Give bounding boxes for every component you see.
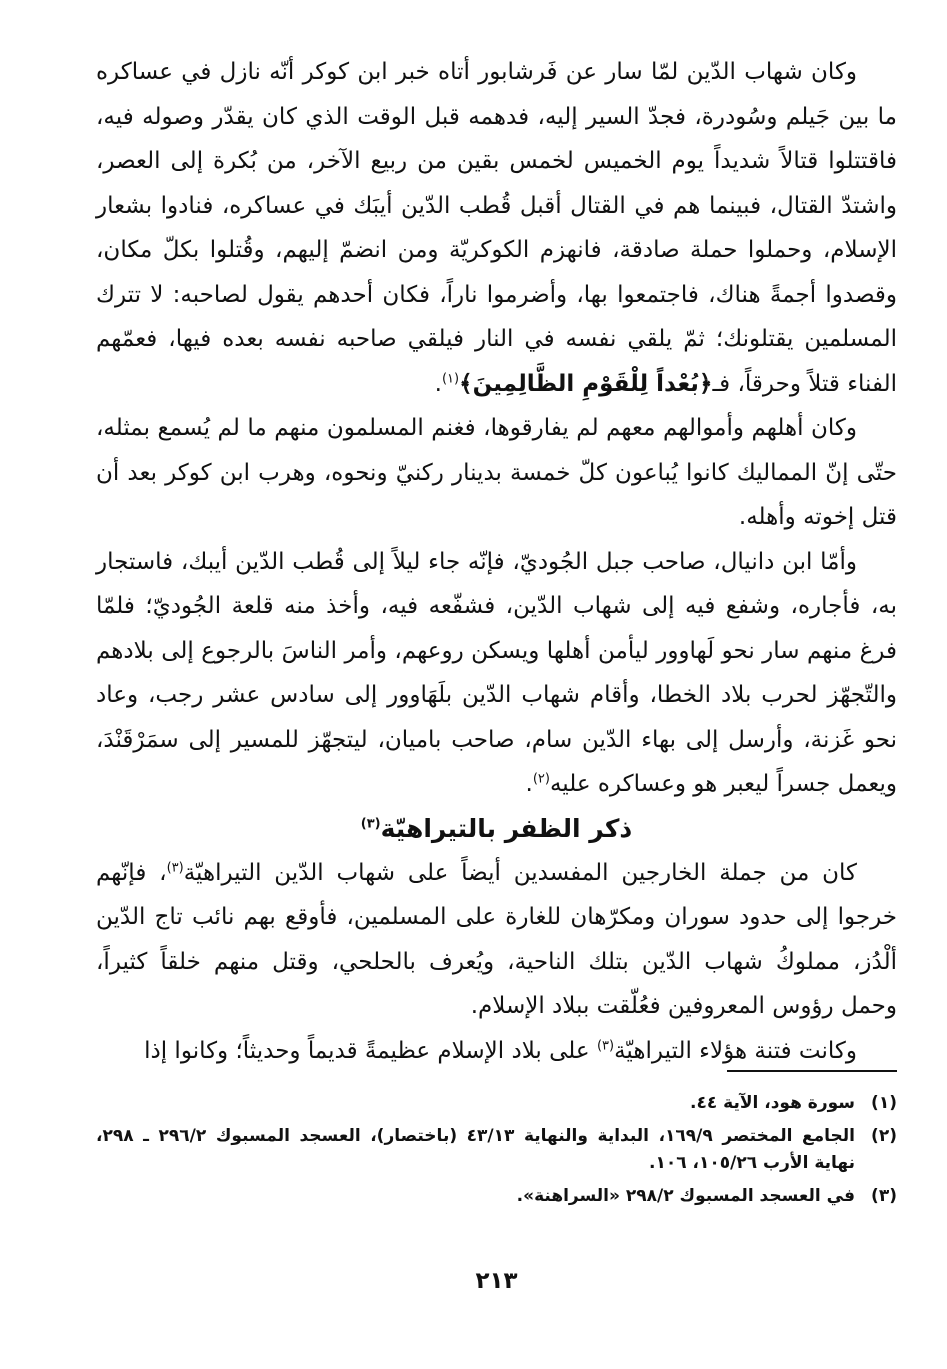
paragraph-end: . [434,370,442,397]
quran-verse: ﴿بُعْداً لِلْقَوْمِ الظَّالِمِينَ﴾ [459,370,713,397]
paragraph [96,1029,897,1074]
footnote-marker: (٢) [532,771,550,787]
paragraph-text: على بلاد الإسلام عظيمةً قديماً وحديثاً؛ وكانوا إذا [144,1037,597,1064]
footnotes [96,1090,897,1216]
footnote-number: (٢) [871,1126,897,1146]
paragraph-text: وكان أهلهم وأموالهم معهم لم يفارقوها، فغنم المسلمون منهم ما لم يُسمع بمثله، حتّى إنّ المماليك كانوا يُباعون كلّ خمسة بدينار ركنيّ ونحوه، وهرب ابن كوكر بعد أن قتل إخوته وأهله. [96,415,897,530]
footnote-text: في العسجد المسبوك ٢٩٨/٢ «السراهنة». [516,1186,855,1206]
footnote [96,1090,897,1117]
footnote-divider [727,1070,897,1072]
footnote-text: سورة هود، الآية ٤٤. [690,1093,855,1113]
paragraph-text: وأمّا ابن دانيال، صاحب جبل الجُوديّ، فإنّه جاء ليلاً إلى قُطب الدّين أيبك، فاستجار به، فأجاره، وشفع فيه إلى شهاب الدّين، فشفّعه فيه، وأخذ منه قلعة الجُوديّ؛ فلمّا فرغ منهم سار نحو لَهاوور ليأمن أهلها ويسكن روعهم، وأمر الناسَ بالرجوع إلى بلادهم والتّجهّز لحرب بلاد الخطا، وأقام شهاب الدّين بلَهَاوور إلى سادس عشر رجب، وعاد نحو غَزنة، وأرسل إلى بهاء الدّين سام، صاحب باميان، ليتجهّز للمسير إلى سمَرْقَنْدَ، ويعمل جسراً ليعبر هو وعساكره عليه [96,548,897,797]
page-number: ٢١٣ [475,1268,518,1294]
footnote-number: (١) [871,1093,897,1113]
paragraph [96,540,897,807]
section-heading [96,809,897,849]
footnote-marker: (٣) [166,859,184,875]
main-text [96,50,897,1073]
footnote-text: الجامع المختصر ١٦٩/٩، البداية والنهاية ٤٣/١٣ (باختصار)، العسجد المسبوك ٢٩٦/٢ ـ ٢٩٨، نهاية الأرب ١٠٥/٢٦، ١٠٦. [96,1126,855,1173]
paragraph-text: كان من جملة الخارجين المفسدين أيضاً على شهاب الدّين التيراهيّة [183,859,858,886]
footnote-number: (٣) [871,1186,897,1206]
paragraph [96,406,897,540]
section-title: ذكر الظفر بالتيراهيّة [380,813,633,843]
paragraph-text: وكانت فتنة هؤلاء التيراهيّة [614,1037,857,1064]
paragraph-text: وكان شهاب الدّين لمّا سار عن فَرشابور أتاه خبر ابن كوكر أنّه نازل في عساكره ما بين جَيلم وسُودرة، فجدّ السير إليه، فدهمه قبل الوقت الذي كان يقدّر وصوله فيه، فاقتتلوا قتالاً شديداً يوم الخميس لخمس بقين من ربيع الآخر، من بُكرة إلى العصر، واشتدّ القتال، فبينما هم في القتال أقبل قُطب الدّين أيبَك في عساكره، فنادوا بشعار الإسلام، وحملوا حملة صادقة، فانهزم الكوكريّة ومن انضمّ إليهم، وقُتلوا بكلّ مكان، وقصدوا أجمةً هناك، فاجتمعوا بها، وأضرموا ناراً، فكان أحدهم يقول لصاحبه: لا تترك المسلمين يقتلونك؛ ثمّ يلقي نفسه في النار فيلقي صاحبه نفسه بعده فيها، فعمّهم الفناء قتلاً وحرقاً، فـ [96,59,897,397]
paragraph-end: . [525,771,533,797]
footnote [96,1123,897,1177]
paragraph [96,50,897,406]
paragraph-text: ، فإنّهم خرجوا إلى حدود سوران ومكرّهان للغارة على المسلمين، فأوقع بهم نائب تاج الدّين ألْدُز، مملوكُ شهاب الدّين بتلك الناحية، ويُعرف بالحلحي، وقتل منهم خلقاً كثيراً، وحمل رؤوس المعروفين فعُلّقت ببلاد الإسلام. [96,859,897,1019]
footnote-marker: (١) [441,370,460,386]
paragraph [96,851,897,1029]
footnote-marker: (٣) [596,1037,615,1053]
footnote [96,1183,897,1210]
book-page [96,50,897,1369]
footnote-marker: (٣) [360,816,381,832]
